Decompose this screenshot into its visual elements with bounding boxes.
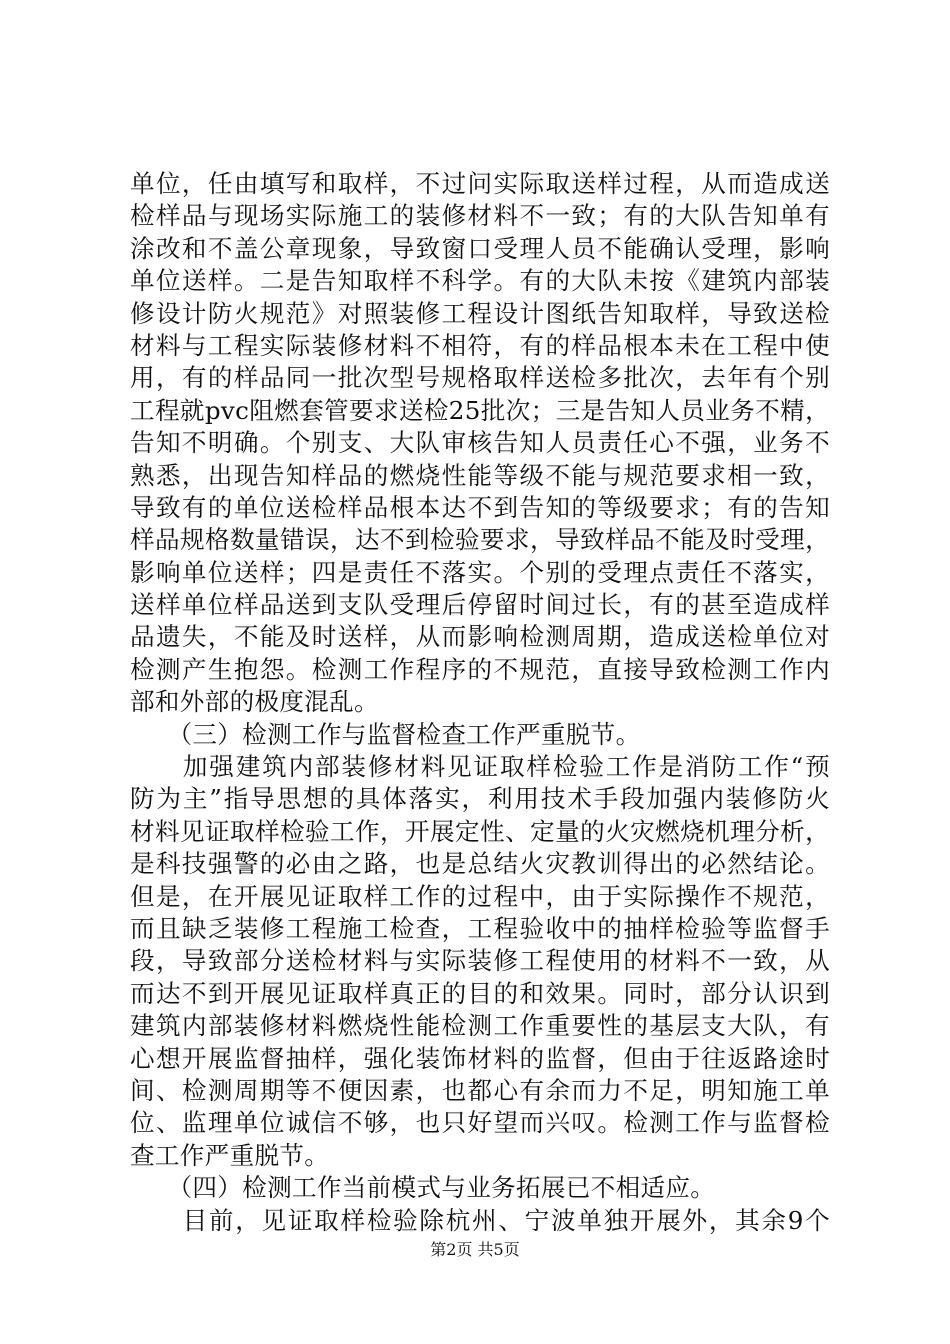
text-line: 单位送样。二是告知取样不科学。有的大队未按《建筑内部装 bbox=[130, 266, 830, 296]
text-line: 心想开展监督抽样，强化装饰材料的监督，但由于往返路途时 bbox=[130, 1043, 830, 1073]
text-line: 品遗失，不能及时送样，从而影响检测周期，造成送检单位对 bbox=[130, 622, 830, 652]
text-line: 查工作严重脱节。 bbox=[130, 1140, 330, 1170]
text-line: 材料见证取样检验工作，开展定性、定量的火灾燃烧机理分析， bbox=[130, 816, 830, 846]
text-line: 而且缺乏装修工程施工检查，工程验收中的抽样检验等监督手 bbox=[130, 913, 830, 943]
text-line: 材料与工程实际装修材料不相符，有的样品根本未在工程中使 bbox=[130, 330, 830, 360]
text-line: 目前，见证取样检验除杭州、宁波单独开展外，其余9个 bbox=[130, 1205, 830, 1235]
text-line: 建筑内部装修材料燃烧性能检测工作重要性的基层支大队，有 bbox=[130, 1011, 830, 1041]
text-line: 防为主”指导思想的具体落实，利用技术手段加强内装修防火 bbox=[130, 784, 830, 814]
text-line: 间、检测周期等不便因素，也都心有余而力不足，明知施工单 bbox=[130, 1075, 830, 1105]
text-line: 部和外部的极度混乱。 bbox=[130, 687, 379, 717]
text-line: 段，导致部分送检材料与实际装修工程使用的材料不一致，从 bbox=[130, 946, 830, 976]
text-line: 用，有的样品同一批次型号规格取样送检多批次，去年有个别 bbox=[130, 363, 830, 393]
text-line: 送样单位样品送到支队受理后停留时间过长，有的甚至造成样 bbox=[130, 590, 830, 620]
text-line: 检样品与现场实际施工的装修材料不一致；有的大队告知单有 bbox=[130, 201, 830, 231]
text-line: 加强建筑内部装修材料见证取样检验工作是消防工作“预 bbox=[130, 752, 830, 782]
page-footer: 第2页 共5页 bbox=[430, 1240, 520, 1259]
text-line: （四）检测工作当前模式与业务拓展已不相适应。 bbox=[130, 1173, 716, 1203]
text-line: 工程就pvc阻燃套管要求送检25批次；三是告知人员业务不精， bbox=[130, 395, 830, 425]
text-line: 涂改和不盖公章现象，导致窗口受理人员不能确认受理，影响 bbox=[130, 233, 830, 263]
text-line: 修设计防火规范》对照装修工程设计图纸告知取样，导致送检 bbox=[130, 298, 830, 328]
text-line: 位、监理单位诚信不够，也只好望而兴叹。检测工作与监督检 bbox=[130, 1108, 830, 1138]
text-line: 告知不明确。个别支、大队审核告知人员责任心不强，业务不 bbox=[130, 428, 830, 458]
text-line: 而达不到开展见证取样真正的目的和效果。同时，部分认识到 bbox=[130, 978, 830, 1008]
body-text bbox=[130, 168, 830, 1237]
text-line: 但是，在开展见证取样工作的过程中，由于实际操作不规范， bbox=[130, 881, 830, 911]
text-line: 检测产生抱怨。检测工作程序的不规范，直接导致检测工作内 bbox=[130, 654, 830, 684]
text-line: 熟悉，出现告知样品的燃烧性能等级不能与规范要求相一致， bbox=[130, 460, 830, 490]
text-line: 样品规格数量错误，达不到检验要求，导致样品不能及时受理， bbox=[130, 525, 830, 555]
text-line: 单位，任由填写和取样，不过问实际取送样过程，从而造成送 bbox=[130, 169, 830, 198]
text-line: 影响单位送样；四是责任不落实。个别的受理点责任不落实， bbox=[130, 557, 830, 587]
text-line: （三）检测工作与监督检查工作严重脱节。 bbox=[130, 719, 641, 749]
text-line: 导致有的单位送检样品根本达不到告知的等级要求；有的告知 bbox=[130, 492, 830, 522]
text-line: 是科技强警的必由之路，也是总结火灾教训得出的必然结论。 bbox=[130, 849, 830, 879]
